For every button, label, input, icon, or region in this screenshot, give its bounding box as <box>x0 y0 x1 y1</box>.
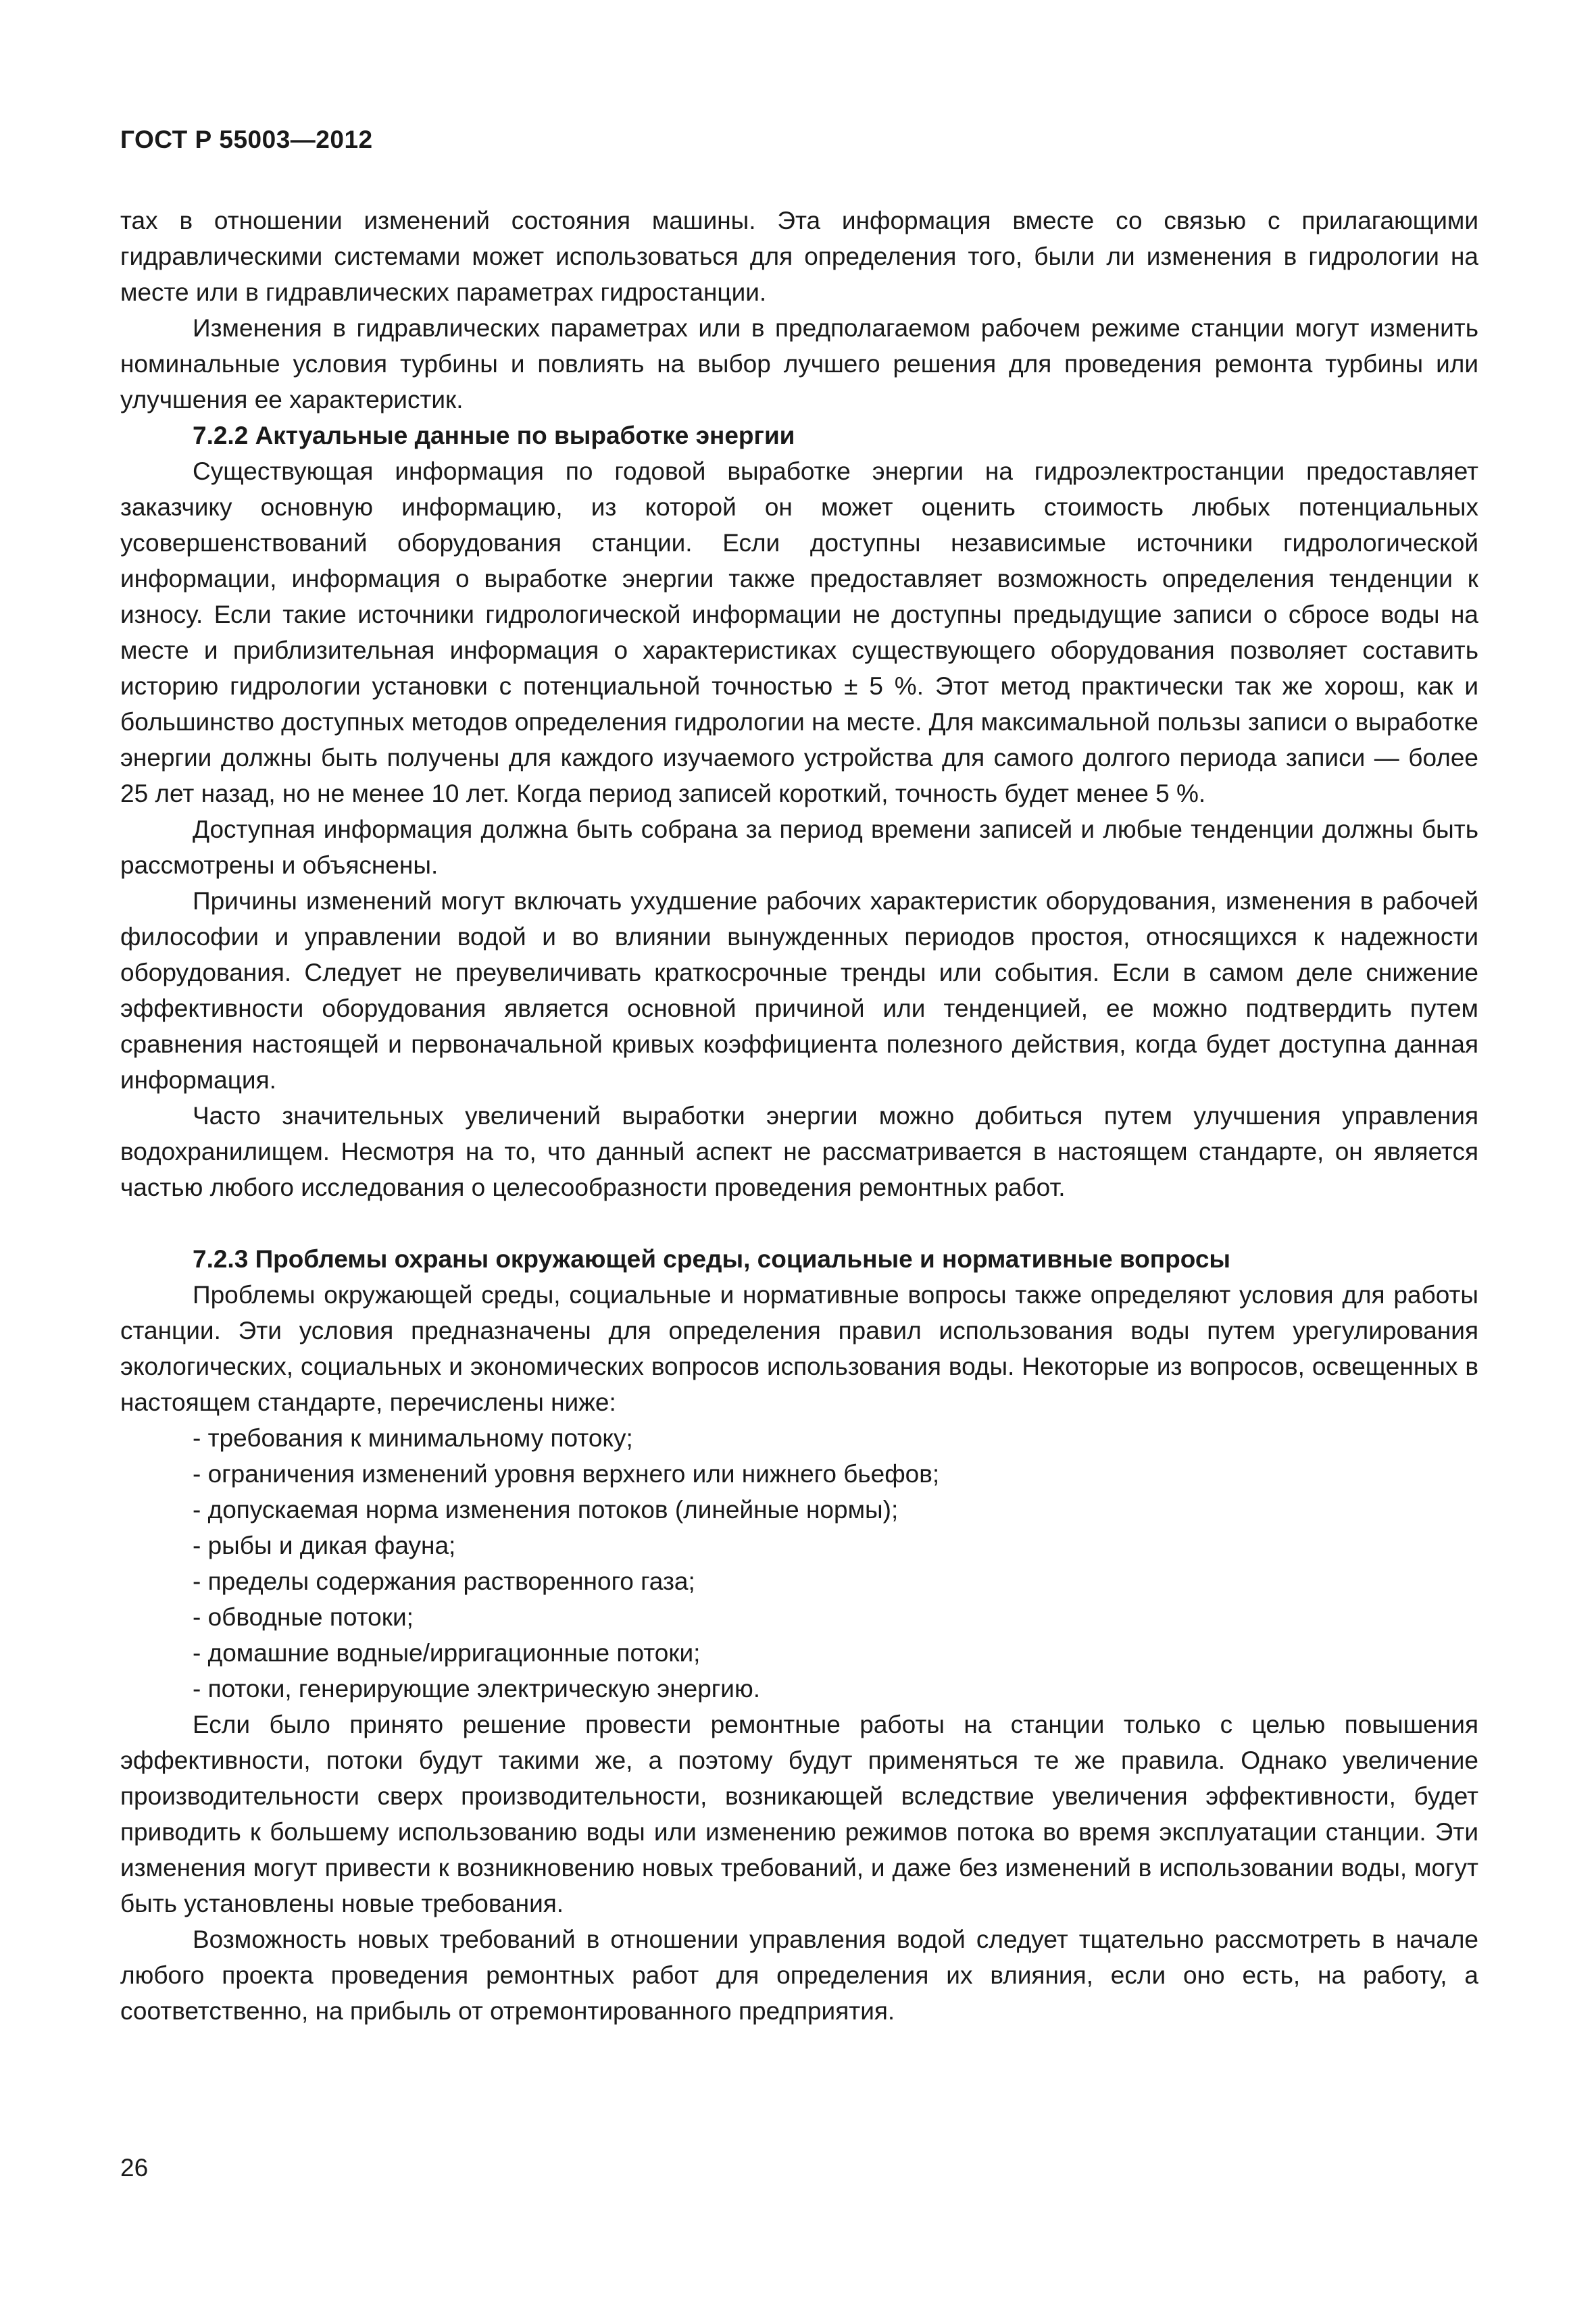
list-item: - допускаемая норма изменения потоков (линейные нормы); <box>193 1496 899 1524</box>
paragraph-change-causes: Причины изменений могут включать ухудшение рабочих характеристик оборудования, изменения в рабочей философии и управлении водой и во влиянии вынужденных периодов простоя, относящихся к надежности оборудования. Следует не преувеличивать краткосрочные тренды или события. Если в самом деле снижение эффективности оборудования является основной причиной или тенденцией, ее можно подтвердить путем сравнения настоящей и первоначальной кривых коэффициента полезного действия, когда будет доступна данная информация. <box>120 887 1478 1094</box>
paragraph-environmental-issues: Проблемы окружающей среды, социальные и нормативные вопросы также определяют условия для работы станции. Эти условия предназначены для определения правил использования воды путем урегулирования экологических, социальных и экономических вопросов использования воды. Некоторые из вопросов, освещенных в настоящем стандарте, перечислены ниже: <box>120 1281 1478 1416</box>
section-heading-7-2-3: 7.2.3 Проблемы охраны окружающей среды, социальные и нормативные вопросы <box>193 1245 1231 1273</box>
paragraph-continuation: тах в отношении изменений состояния машины. Эта информация вместе со связью с прилагающими гидравлическими системами может использоваться для определения того, были ли изменения в гидрологии на месте или в гидравлических параметрах гидростанции. <box>120 207 1478 306</box>
list-item: - обводные потоки; <box>193 1603 414 1631</box>
paragraph-energy-data: Существующая информация по годовой выработке энергии на гидроэлектростанции предоставляет заказчику основную информацию, из которой он может оценить стоимость любых потенциальных усовершенствований оборудования станции. Если доступны независимые источники гидрологической информации, информация о выработке энергии также предоставляет возможность определения тенденции к износу. Если такие источники гидрологической информации не доступны предыдущие записи о сбросе воды на месте и приблизительная информация о характеристиках существующего оборудования позволяет составить историю гидрологии установки с потенциальной точностью ± 5 %. Этот метод практически так же хорош, как и большинство доступных методов определения гидрологии на месте. Для максимальной пользы записи о выработке энергии должны быть получены для каждого изучаемого устройства для самого долгого периода записи — более 25 лет назад, но не менее 10 лет. Когда период записей короткий, точность будет менее 5 %. <box>120 457 1478 807</box>
paragraph-available-info: Доступная информация должна быть собрана за период времени записей и любые тенденции должны быть рассмотрены и объяснены. <box>120 815 1478 879</box>
section-gap <box>120 1205 1478 1241</box>
paragraph-efficiency-repair: Если было принято решение провести ремонтные работы на станции только с целью повышения эффективности, потоки будут такими же, а поэтому будут применяться те же правила. Однако увеличение производительности сверх производительности, возникающей вследствие увеличения эффективности, будет приводить к большему использованию воды или изменению режимов потока во время эксплуатации станции. Эти изменения могут привести к возникновению новых требований, и даже без изменений в использовании воды, могут быть установлены новые требования. <box>120 1711 1478 1917</box>
section-heading-7-2-2: 7.2.2 Актуальные данные по выработке энергии <box>193 422 795 449</box>
list-item: - пределы содержания растворенного газа; <box>193 1567 695 1595</box>
page-content <box>120 203 1478 2029</box>
list-item: - ограничения изменений уровня верхнего или нижнего бьефов; <box>193 1460 940 1488</box>
page-number: 26 <box>120 2154 149 2182</box>
paragraph-new-requirements: Возможность новых требований в отношении управления водой следует тщательно рассмотреть в начале любого проекта проведения ремонтных работ для определения их влияния, если оно есть, на работу, а соответственно, на прибыль от отремонтированного предприятия. <box>120 1926 1478 2025</box>
requirements-list <box>120 1420 1478 1707</box>
document-code-header: ГОСТ Р 55003—2012 <box>120 126 373 153</box>
paragraph-hydraulic-changes: Изменения в гидравлических параметрах или в предполагаемом рабочем режиме станции могут изменить номинальные условия турбины и повлиять на выбор лучшего решения для проведения ремонта турбины или улучшения ее характеристик. <box>120 314 1478 413</box>
list-item: - потоки, генерирующие электрическую энергию. <box>193 1675 760 1703</box>
list-item: - рыбы и дикая фауна; <box>193 1532 456 1559</box>
list-item: - требования к минимальному потоку; <box>193 1424 633 1452</box>
paragraph-reservoir-management: Часто значительных увеличений выработки энергии можно добиться путем улучшения управления водохранилищем. Несмотря на то, что данный аспект не рассматривается в настоящем стандарте, он является частью любого исследования о целесообразности проведения ремонтных работ. <box>120 1102 1478 1201</box>
list-item: - домашние водные/ирригационные потоки; <box>193 1639 701 1667</box>
